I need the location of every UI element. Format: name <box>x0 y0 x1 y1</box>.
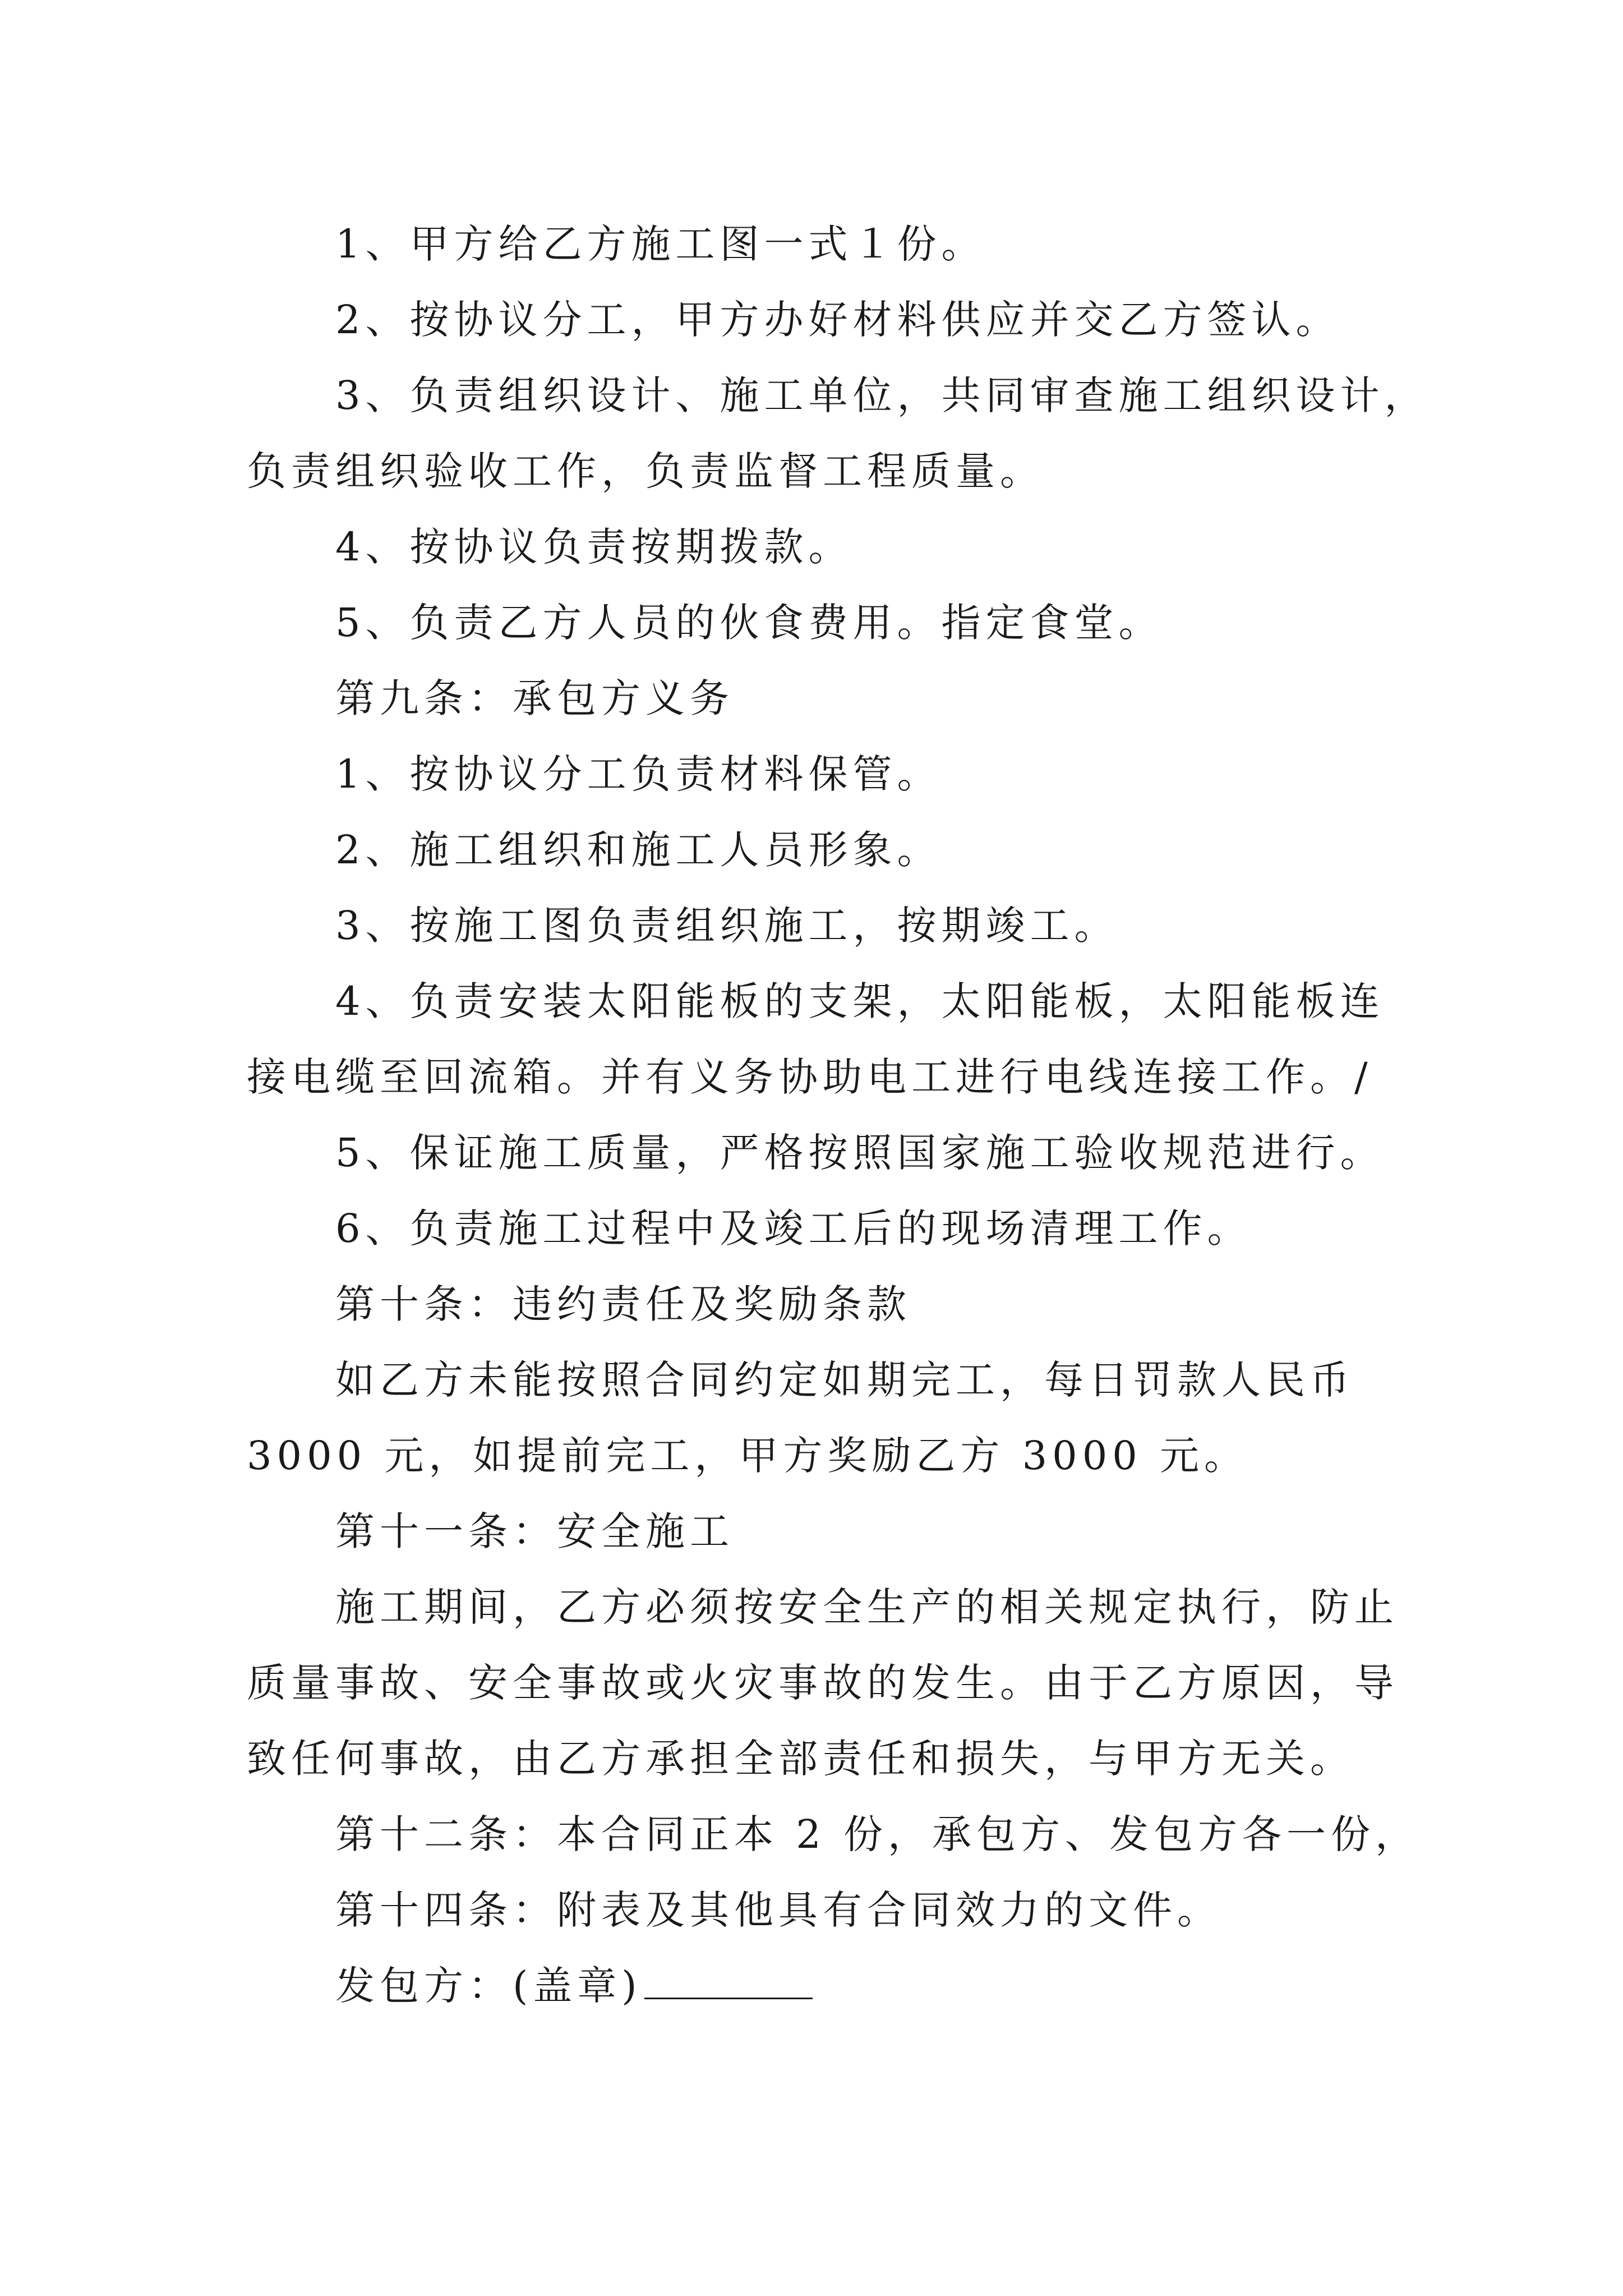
paragraph-line: 5、保证施工质量，严格按照国家施工验收规范进行。 <box>335 1130 1385 1176</box>
paragraph-line: 3000 元，如提前完工，甲方奖励乙方 3000 元。 <box>247 1433 1249 1479</box>
paragraph-line: 2、施工组织和施工人员形象。 <box>335 827 942 873</box>
paragraph-line: 施工期间，乙方必须按安全生产的相关规定执行，防止 <box>335 1584 1399 1630</box>
signature-label: 发包方：(盖章) <box>335 1963 642 2009</box>
signature-blank[interactable] <box>644 1958 813 1999</box>
paragraph-line: 致任何事故，由乙方承担全部责任和损失，与甲方无关。 <box>247 1736 1354 1782</box>
paragraph-line: 1、按协议分工负责材料保管。 <box>335 751 942 797</box>
paragraph-line: 5、负责乙方人员的伙食费用。指定食堂。 <box>335 600 1163 646</box>
paragraph-line: 接电缆至回流箱。并有义务协助电工进行电线连接工作。/ <box>247 1054 1373 1100</box>
paragraph-line: 4、按协议负责按期拨款。 <box>335 524 853 570</box>
paragraph-line: 4、负责安装太阳能板的支架，太阳能板，太阳能板连 <box>335 978 1385 1024</box>
paragraph-line: 1、甲方给乙方施工图一式１份。 <box>335 221 986 267</box>
paragraph-line: 第十二条：本合同正本 2 份，承包方、发包方各一份， <box>335 1811 1420 1857</box>
paragraph-line: 3、负责组织设计、施工单位，共同审查施工组织设计， <box>335 372 1429 418</box>
paragraph-line: 6、负责施工过程中及竣工后的现场清理工作。 <box>335 1205 1252 1251</box>
paragraph-line: 质量事故、安全事故或火灾事故的发生。由于乙方原因，导 <box>247 1660 1399 1706</box>
signature-line <box>335 1958 813 2014</box>
section-heading: 第九条：承包方义务 <box>335 675 734 721</box>
section-heading: 第十一条：安全施工 <box>335 1508 734 1554</box>
section-heading: 第十条：违约责任及奖励条款 <box>335 1281 911 1327</box>
paragraph-line: 2、按协议分工，甲方办好材料供应并交乙方签认。 <box>335 297 1340 343</box>
paragraph-line: 第十四条：附表及其他具有合同效力的文件。 <box>335 1887 1221 1933</box>
paragraph-line: 负责组织验收工作，负责监督工程质量。 <box>247 448 1044 494</box>
paragraph-line: 如乙方未能按照合同约定如期完工，每日罚款人民币 <box>335 1357 1354 1403</box>
paragraph-line: 3、按施工图负责组织施工，按期竣工。 <box>335 903 1119 949</box>
